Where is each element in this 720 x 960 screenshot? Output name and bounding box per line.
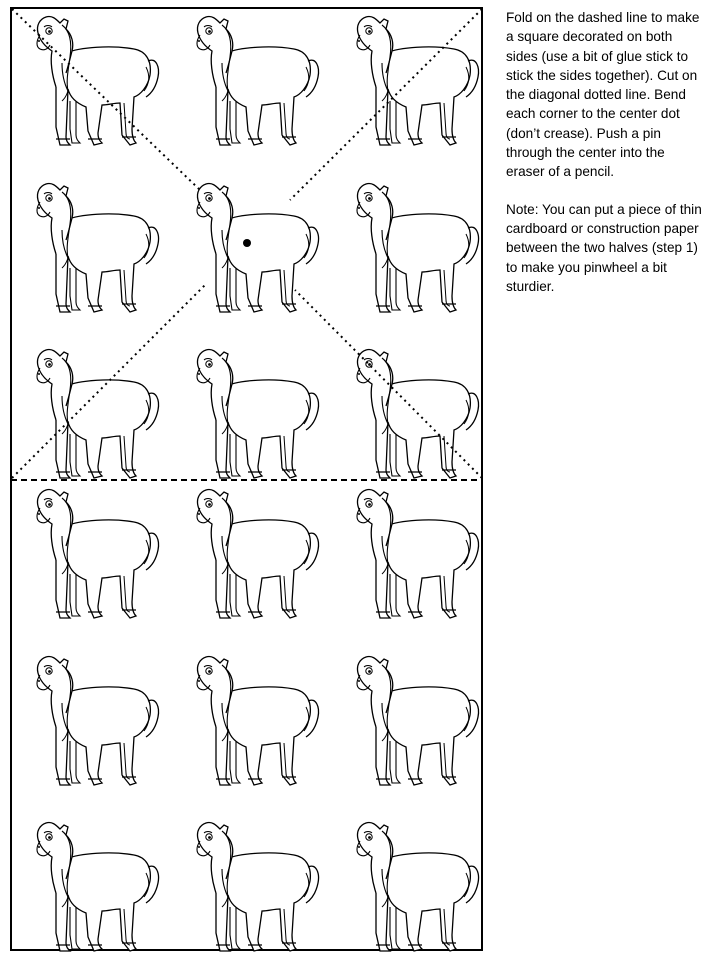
- horse-icon: [37, 16, 159, 145]
- horse-icon: [357, 822, 479, 951]
- center-dot: [243, 239, 251, 247]
- horse-icon: [197, 656, 319, 785]
- horse-icon: [37, 183, 159, 312]
- horse-icon: [197, 489, 319, 618]
- horse-icon: [357, 656, 479, 785]
- horse-icon: [197, 183, 319, 312]
- instructions-panel: [506, 8, 706, 314]
- horse-icon: [37, 822, 159, 951]
- horse-icon: [357, 489, 479, 618]
- horse-icon: [197, 822, 319, 951]
- horse-icon: [37, 349, 159, 478]
- horse-icon: [197, 16, 319, 145]
- instructions-note: Note: You can put a piece of thin cardboard or construction paper between the two halves (step 1) to make you pinwheel a bit sturdier.: [506, 201, 702, 294]
- horse-icon: [37, 656, 159, 785]
- horse-icon: [357, 16, 479, 145]
- horse-icon: [37, 489, 159, 618]
- horse-icon: [197, 349, 319, 478]
- instructions-step: Fold on the dashed line to make a square decorated on both sides (use a bit of glue stick to stick the sides together). Cut on the diagonal dotted line. Bend each corner to the center dot (don’t crease). Push a pin through the center into the eraser of a pencil.: [506, 10, 700, 180]
- horse-icon: [357, 183, 479, 312]
